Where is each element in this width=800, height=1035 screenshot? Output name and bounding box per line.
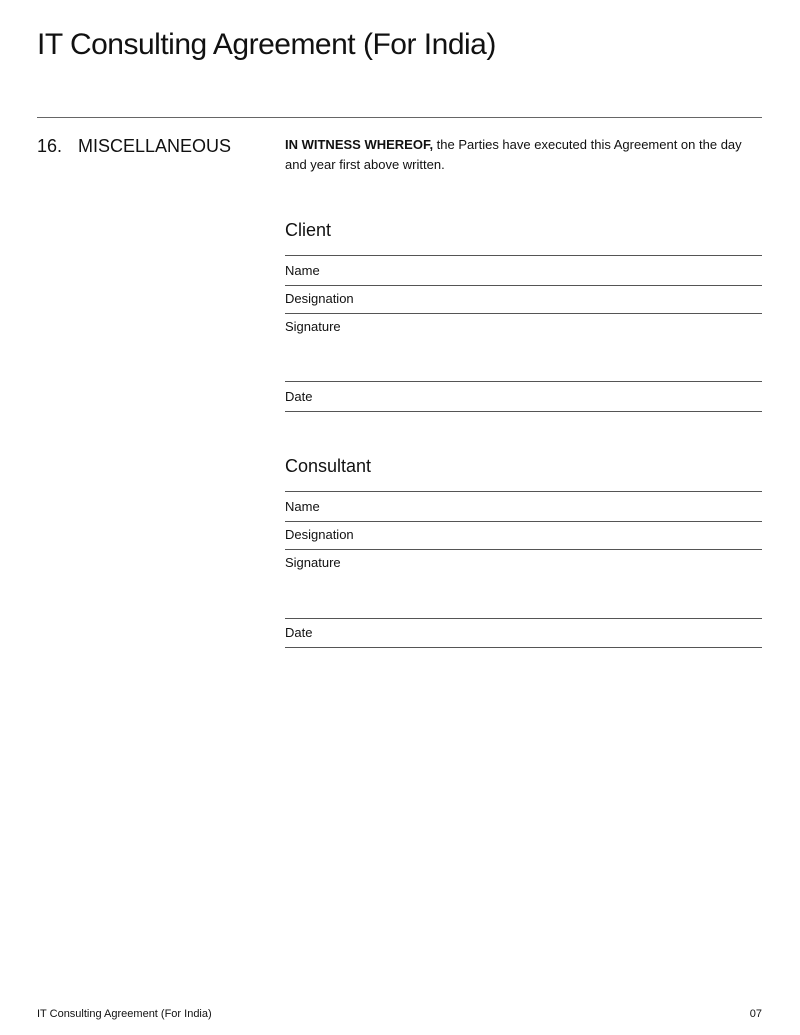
page-number: 07 [749,1008,762,1020]
client-name-field[interactable]: Name [285,263,320,278]
header-divider [37,117,762,118]
client-signature-field[interactable]: Signature [285,319,341,334]
consultant-name-field[interactable]: Name [285,499,320,514]
client-date-field[interactable]: Date [285,389,313,404]
witness-lead: IN WITNESS WHEREOF, [285,137,434,152]
section-title: MISCELLANEOUS [78,136,232,156]
divider [285,411,762,412]
consultant-date-field[interactable]: Date [285,625,313,640]
consultant-designation-field[interactable]: Designation [285,527,354,542]
divider [285,313,762,314]
footer-title: IT Consulting Agreement (For India) [37,1008,212,1020]
divider [285,647,762,648]
divider [285,285,762,286]
divider [285,549,762,550]
consultant-signature-field[interactable]: Signature [285,555,341,570]
witness-body: the Parties have executed this Agreement on the day and year first above written. [285,137,742,172]
divider [285,521,762,522]
page-title: IT Consulting Agreement (For India) [37,28,496,61]
consultant-heading: Consultant [285,456,372,476]
client-designation-field[interactable]: Designation [285,291,354,306]
witness-paragraph [285,135,760,175]
divider [285,255,762,256]
divider [285,618,762,619]
section-number: 16. [37,136,63,156]
divider [285,491,762,492]
client-heading: Client [285,220,332,240]
divider [285,381,762,382]
